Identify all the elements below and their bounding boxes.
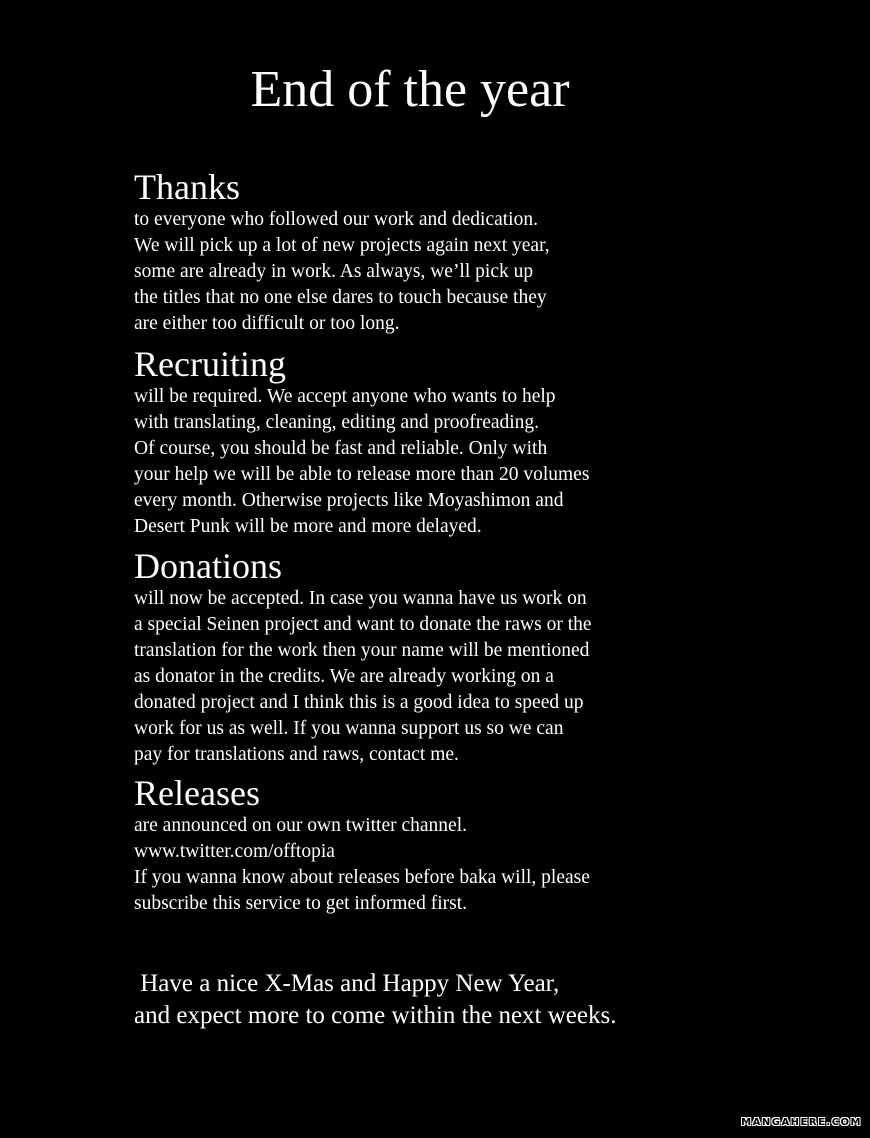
paragraph-line: will now be accepted. In case you wanna have us work on [134,588,587,609]
paragraph-line: every month. Otherwise projects like Moyashimon and [134,490,564,511]
section-heading: Thanks [134,167,240,207]
section-recruiting [134,344,694,540]
paragraph-line: with translating, cleaning, editing and proofreading. [134,412,540,433]
section-heading: Releases [134,773,260,813]
paragraph-line: pay for translations and raws, contact me. [134,744,459,765]
paragraph-line: the titles that no one else dares to touch because they [134,287,547,308]
paragraph-line: are announced on our own twitter channel. [134,815,468,836]
section-releases [134,773,694,917]
paragraph-line: Of course, you should be fast and reliable. Only with [134,438,548,459]
paragraph-line: a special Seinen project and want to donate the raws or the [134,614,592,635]
closing-line: and expect more to come within the next weeks. [134,1002,617,1029]
paragraph-line: donated project and I think this is a good idea to speed up [134,692,584,713]
closing-line: Have a nice X-Mas and Happy New Year, [134,970,560,997]
twitter-url-text: www.twitter.com/offtopia [134,841,335,862]
paragraph-line: to everyone who followed our work and dedication. [134,209,538,230]
paragraph-line: your help we will be able to release more than 20 volumes [134,464,590,485]
site-watermark: MANGAHERE.COM [741,1117,862,1128]
page-title: End of the year [250,61,570,118]
section-donations [134,546,694,768]
closing-message [134,968,754,1032]
paragraph-line: as donator in the credits. We are already working on a [134,666,554,687]
paragraph-line: subscribe this service to get informed first. [134,893,468,914]
section-heading: Recruiting [134,344,286,384]
paragraph-line: will be required. We accept anyone who wants to help [134,386,556,407]
section-heading: Donations [134,546,282,586]
paragraph-line: translation for the work then your name will be mentioned [134,640,590,661]
paragraph-line: some are already in work. As always, we’ll pick up [134,261,534,282]
paragraph-line: If you wanna know about releases before baka will, please [134,867,590,888]
paragraph-line: We will pick up a lot of new projects again next year, [134,235,550,256]
section-thanks [134,167,694,337]
paragraph-line: Desert Punk will be more and more delayed. [134,516,482,537]
paragraph-line: work for us as well. If you wanna support us so we can [134,718,564,739]
paragraph-line: are either too difficult or too long. [134,313,400,334]
